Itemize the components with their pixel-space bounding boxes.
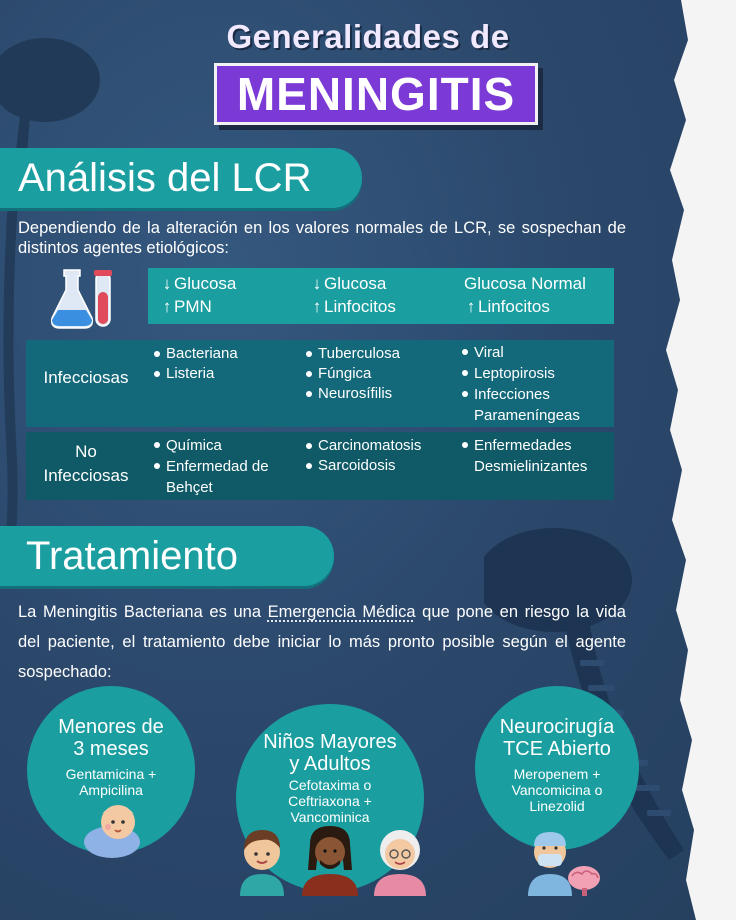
analysis-intro: Dependiendo de la alteración en los valores normales de LCR, se sospechan de distintos agentes etiológicos: [18,219,626,257]
list-item: Infecciones Parameníngeas [460,384,610,426]
row-label-line2: Infecciosas [43,466,129,485]
list-item: Viral [460,342,610,363]
list-item: Listeria [152,364,292,384]
arrow-up-icon: ↑ [312,297,322,316]
cell-list [460,342,610,426]
section-heading-analysis [0,148,362,208]
group-drugs-line2: Ceftriaxona + [288,793,372,809]
group-title-line2: y Adultos [289,753,371,775]
header-col-1-line1: Glucosa [174,274,237,293]
list-item: Química [152,435,292,456]
section-heading-analysis-text: Análisis del LCR [18,156,312,200]
treatment-text-after: que pone en riesgo la vida del paciente, el tratamiento debe iniciar lo más pronto posible según el agente sospechado: [18,603,626,681]
group-drugs [475,766,639,814]
group-title-line1: Niños Mayores [263,731,397,753]
group-title [236,731,424,775]
group-drugs-line1: Cefotaxima o [288,777,372,793]
header-col-2-line2: Linfocitos [324,297,396,316]
row-label-no-infecciosas [26,440,146,488]
cell-list [152,435,292,498]
arrow-up-icon: ↑ [162,297,172,316]
group-title [27,716,195,760]
group-drugs-line1: Gentamicina + [65,766,157,782]
list-item: Bacteriana [152,344,292,364]
cell-list [152,344,292,384]
group-drugs-line2: Vancomicina o [511,782,603,798]
group-drugs [27,766,195,798]
arrow-up-icon: ↑ [466,297,476,316]
surgeon-icon [524,826,604,896]
section-heading-treatment [0,526,334,586]
treatment-text-emphasis: Emergencia Médica [267,603,416,621]
list-item: Tuberculosa [304,344,454,364]
section-heading-treatment-text: Tratamiento [26,534,238,578]
arrow-down-icon: ↓ [312,274,322,293]
group-drugs-line3: Vancominica [290,809,370,825]
lcr-table-header [148,268,614,324]
header-col-3-line2: Linfocitos [478,297,550,316]
treatment-text-before: La Meningitis Bacteriana es una [18,603,268,621]
list-item: Carcinomatosis [304,436,454,456]
header-col-1-line2: PMN [174,297,212,316]
page-subtitle: Generalidades de [226,18,510,55]
header-col-1 [160,272,236,318]
flask-icon [50,266,120,332]
list-item: Sarcoidosis [304,456,454,476]
group-drugs [236,777,424,825]
list-item: Fúngica [304,364,454,384]
list-item: Enfermedades Desmielinizantes [460,435,610,477]
row-label-line1: No [75,442,97,461]
arrow-down-icon: ↓ [162,274,172,293]
group-title-line1: Neurocirugía [499,716,615,738]
page-title: MENINGITIS [236,68,516,120]
group-title [475,716,639,760]
row-label-infecciosas: Infecciosas [43,368,129,387]
title-box [214,63,538,125]
group-title-line2: 3 meses [73,738,149,760]
header-col-2-line1: Glucosa [324,274,387,293]
cell-list [460,435,610,477]
header-col-3 [464,272,586,318]
table-row-no-infecciosas [26,432,614,500]
treatment-text [18,597,626,687]
group-drugs-line1: Meropenem + [513,766,601,782]
cell-list [304,436,454,476]
people-icon [236,824,432,896]
list-item: Enfermedad de Behçet [152,456,292,498]
header-col-2 [310,272,396,318]
header-col-3-line1: Glucosa Normal [464,274,586,293]
list-item: Leptopirosis [460,363,610,384]
group-drugs-line2: Ampicilina [79,782,143,798]
list-item: Neurosífilis [304,384,454,404]
paper-torn-edge [626,0,736,920]
baby-icon [82,800,144,860]
group-title-line1: Menores de [58,716,164,738]
group-title-line2: TCE Abierto [503,738,611,760]
table-row-infecciosas [26,340,614,427]
group-drugs-line3: Linezolid [529,798,585,814]
cell-list [304,344,454,404]
